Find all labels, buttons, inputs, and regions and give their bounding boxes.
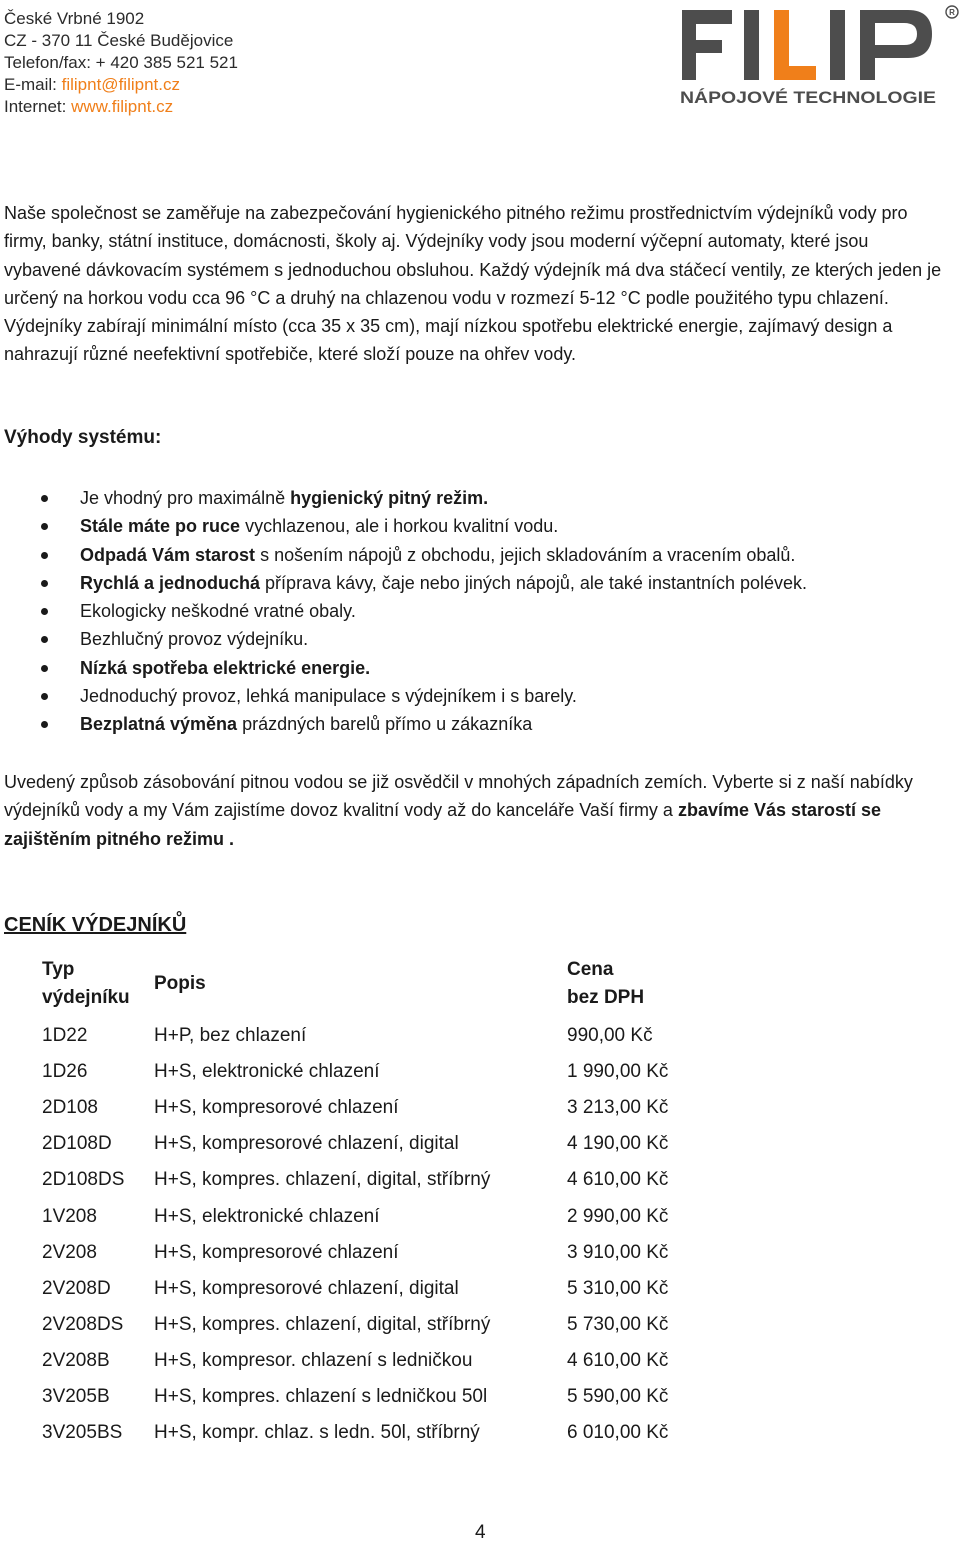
intro-text xyxy=(4,199,949,369)
bullet-icon xyxy=(41,523,48,530)
cell-price: 5 730,00 Kč xyxy=(567,1313,669,1335)
cell-description: H+S, kompresorové chlazení xyxy=(154,1241,399,1263)
cell-price: 1 990,00 Kč xyxy=(567,1061,669,1083)
cell-type: 3V205BS xyxy=(42,1422,123,1444)
cell-type: 1D26 xyxy=(42,1061,88,1083)
price-table-body xyxy=(42,1018,697,1451)
benefit-item xyxy=(0,625,960,653)
benefit-text: Nízká spotřeba elektrické energie. xyxy=(80,657,371,678)
svg-text:R: R xyxy=(949,8,955,17)
cell-type: 2V208DS xyxy=(42,1313,124,1335)
cell-type: 3V205B xyxy=(42,1385,110,1407)
benefit-text: Bezhlučný provoz výdejníku. xyxy=(80,629,309,650)
cell-description: H+P, bez chlazení xyxy=(154,1025,307,1047)
cell-description: H+S, kompres. chlazení s ledničkou 50l xyxy=(154,1385,488,1407)
bullet-icon xyxy=(41,580,48,587)
table-row xyxy=(42,1054,697,1090)
table-row xyxy=(42,1271,697,1307)
phone-line: Telefon/fax: + 420 385 521 521 xyxy=(4,53,238,72)
benefit-text: Je vhodný pro maximálně hygienický pitný režim. xyxy=(80,488,489,508)
email-link[interactable]: filipnt@filipnt.cz xyxy=(61,75,180,94)
page-number: 4 xyxy=(475,1522,486,1543)
table-row xyxy=(42,1090,697,1126)
closing-paragraph: Uvedený způsob zásobování pitnou vodou se již osvědčil v mnohých západních zemích. Vyberte si z naší nabídky výdejníků vody a my Vám zajistíme dovoz kvalitní vody až do kanceláře Vaší firmy a xyxy=(4,772,913,821)
logo-tagline: NÁPOJOVÉ TECHNOLOGIE xyxy=(680,88,936,107)
address-line-2: CZ - 370 11 České Budějovice xyxy=(4,31,234,50)
benefits-heading: Výhody systému: xyxy=(4,427,162,448)
bullet-icon xyxy=(41,608,48,615)
cell-description: H+S, kompresorové chlazení xyxy=(154,1097,399,1119)
contact-info xyxy=(4,8,238,118)
table-row xyxy=(42,1343,697,1379)
cell-type: 2D108DS xyxy=(42,1169,125,1191)
cell-price: 4 610,00 Kč xyxy=(567,1169,669,1191)
benefit-item xyxy=(0,484,960,512)
cell-description: H+S, kompres. chlazení, digital, stříbrný xyxy=(154,1313,491,1335)
closing-bold: zbavíme Vás starostí se zajištěním pitného režimu . xyxy=(4,800,882,849)
cell-description: H+S, kompres. chlazení, digital, stříbrný xyxy=(154,1169,491,1191)
benefit-text: Jednoduchý provoz, lehká manipulace s výdejníkem i s barely. xyxy=(80,686,577,707)
cell-type: 2D108D xyxy=(42,1133,112,1155)
benefit-item xyxy=(0,710,960,738)
cell-description: H+S, elektronické chlazení xyxy=(154,1205,380,1227)
benefit-item xyxy=(0,654,960,682)
address-line-1: České Vrbné 1902 xyxy=(4,9,145,28)
cell-type: 1V208 xyxy=(42,1205,97,1227)
cell-description: H+S, kompresor. chlazení s ledničkou xyxy=(154,1349,473,1371)
benefit-item xyxy=(0,569,960,597)
benefit-item xyxy=(0,597,960,625)
column-header-type: Typ výdejníku xyxy=(42,959,130,1008)
cell-description: H+S, elektronické chlazení xyxy=(154,1061,380,1083)
cell-price: 3 910,00 Kč xyxy=(567,1241,669,1263)
price-table-header xyxy=(42,950,697,1018)
price-table xyxy=(42,950,697,1451)
cell-price: 5 310,00 Kč xyxy=(567,1277,669,1299)
benefit-item xyxy=(0,512,960,540)
cell-price: 990,00 Kč xyxy=(567,1025,653,1047)
email-line: E-mail: filipnt@filipnt.cz xyxy=(4,75,180,94)
benefit-text: Ekologicky neškodné vratné obaly. xyxy=(80,601,356,622)
table-row xyxy=(42,1235,697,1271)
cell-description: H+S, kompr. chlaz. s ledn. 50l, stříbrný xyxy=(154,1422,480,1444)
benefit-text: Odpadá Vám starost s nošením nápojů z obchodu, jejich skladováním a vracením obalů. xyxy=(80,544,796,565)
column-header-description: Popis xyxy=(154,973,206,994)
benefit-text: Bezplatná výměna prázdných barelů přímo u zákazníka xyxy=(80,714,533,735)
cell-type: 1D22 xyxy=(42,1025,88,1047)
filip-logo xyxy=(680,4,960,108)
table-row xyxy=(42,1379,697,1415)
cell-price: 5 590,00 Kč xyxy=(567,1385,669,1407)
price-list-title: CENÍK VÝDEJNÍKŮ xyxy=(4,914,187,936)
benefit-item xyxy=(0,682,960,710)
cell-price: 3 213,00 Kč xyxy=(567,1097,669,1119)
table-row xyxy=(42,1307,697,1343)
cell-type: 2D108 xyxy=(42,1097,98,1119)
cell-type: 2V208B xyxy=(42,1349,110,1371)
bullet-icon xyxy=(41,636,48,643)
intro-paragraph: Naše společnost se zaměřuje na zabezpečování hygienického pitného režimu prostřednictvím výdejníků vody pro firmy, banky, státní instituce, domácnosti, školy aj. Výdejníky vody jsou moderní výčepní automaty, které jsou vybavené dávkovacím systémem s jednoduchou obsluhou. Každý výdejník má dva stáčecí ventily, ze kterých jeden je určený na horkou vodu cca 96 °C a druhý na chlazenou vodu v rozmezí 5-12 °C podle použitého typu chlazení. Výdejníky zabírají minimální místo (cca 35 x 35 cm), mají nízkou spotřebu elektrické energie, zajímavý design a nahrazují různé neefektivní spotřebiče, které složí pouze na ohřev vody. xyxy=(4,203,942,365)
benefit-text: Stále máte po ruce vychlazenou, ale i horkou kvalitní vodu. xyxy=(80,516,559,537)
cell-description: H+S, kompresorové chlazení, digital xyxy=(154,1277,459,1299)
cell-description: H+S, kompresorové chlazení, digital xyxy=(154,1133,459,1155)
cell-price: 4 190,00 Kč xyxy=(567,1133,669,1155)
benefit-text: Rychlá a jednoduchá příprava kávy, čaje nebo jiných nápojů, ale také instantních polévek. xyxy=(80,572,808,593)
cell-type: 2V208 xyxy=(42,1241,97,1263)
cell-type: 2V208D xyxy=(42,1277,111,1299)
cell-price: 2 990,00 Kč xyxy=(567,1205,669,1227)
bullet-icon xyxy=(41,693,48,700)
bullet-icon xyxy=(41,665,48,672)
cell-price: 6 010,00 Kč xyxy=(567,1422,669,1444)
website-line: Internet: www.filipnt.cz xyxy=(4,97,174,116)
table-row xyxy=(42,1126,697,1162)
bullet-icon xyxy=(41,721,48,728)
table-row xyxy=(42,1415,697,1451)
bullet-icon xyxy=(41,552,48,559)
table-row xyxy=(42,1198,697,1234)
column-header-price: Cena bez DPH xyxy=(567,959,645,1008)
benefit-item xyxy=(0,541,960,569)
benefits-list xyxy=(0,484,960,739)
table-row xyxy=(42,1018,697,1054)
closing-text xyxy=(4,768,949,853)
bullet-icon xyxy=(41,495,48,502)
cell-price: 4 610,00 Kč xyxy=(567,1349,669,1371)
website-link[interactable]: www.filipnt.cz xyxy=(71,97,174,116)
table-row xyxy=(42,1162,697,1198)
